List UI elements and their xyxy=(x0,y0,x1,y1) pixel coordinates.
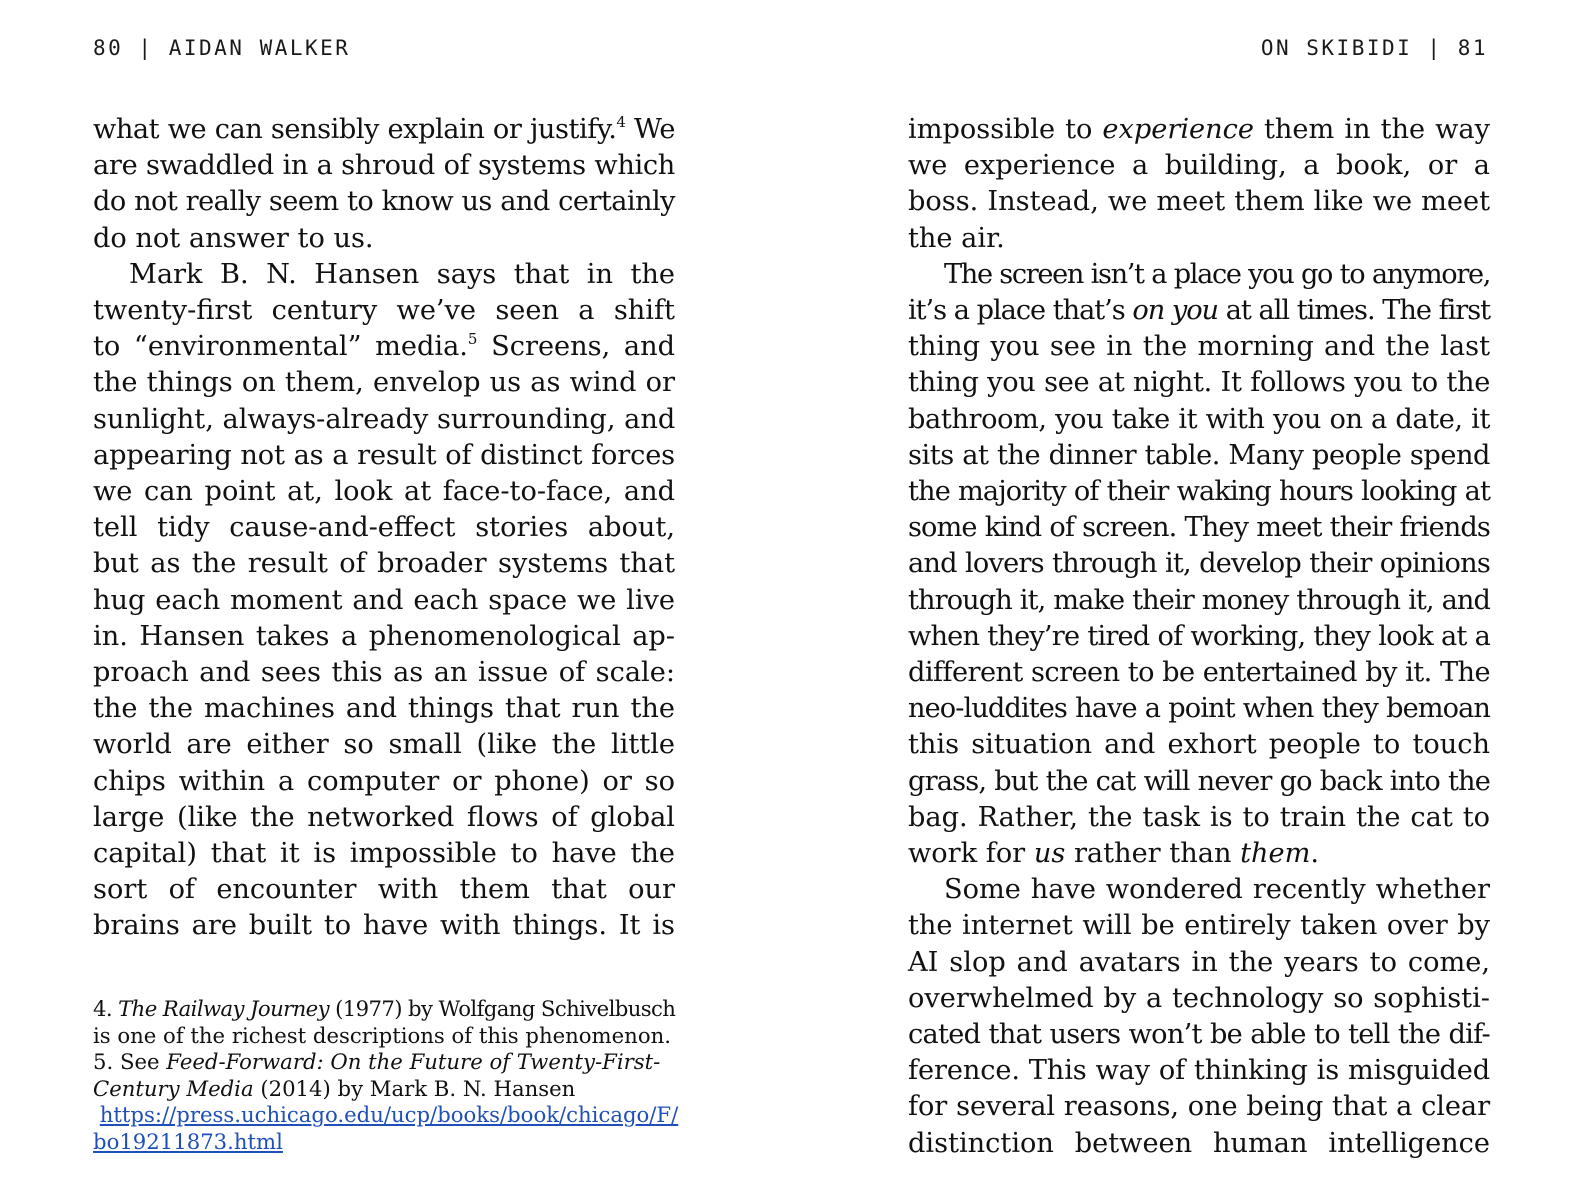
text-line xyxy=(908,836,1490,872)
text-line: some kind of screen. They meet their friends xyxy=(908,512,1490,544)
footnote-5-continued xyxy=(93,1076,678,1103)
text-line: large (like the networked flows of global xyxy=(93,801,675,833)
text-line: proach and sees this as an issue of scale: xyxy=(93,657,675,689)
footnote-4 xyxy=(93,996,678,1023)
text-line: in. Hansen takes a phenomenological ap- xyxy=(93,620,675,652)
text-run: them in the way xyxy=(1253,114,1490,145)
footnote-5-link[interactable]: https://press.uchicago.edu/ucp/books/book/chicago/F/ xyxy=(99,1102,679,1127)
text-line: bag. Rather, the task is to train the cat to xyxy=(908,801,1490,833)
footnote-number: 4. xyxy=(93,996,113,1021)
text-line: Mark B. N. Hansen says that in the xyxy=(129,258,675,290)
left-paragraph-1 xyxy=(93,112,675,257)
text-line: boss. Instead, we meet them like we meet xyxy=(908,186,1490,218)
text-line: different screen to be entertained by it. The xyxy=(908,657,1490,689)
text-line: neo-luddites have a point when they bemoan xyxy=(908,693,1490,725)
footnote-title: The Railway Journey xyxy=(118,996,329,1021)
text-line: chips within a computer or phone) or so xyxy=(93,765,675,797)
text-run: at all times. The first xyxy=(1218,295,1490,327)
text-line: are swaddled in a shroud of systems which xyxy=(93,150,675,182)
left-page-body xyxy=(93,112,675,945)
running-head-right: ON SKIBIDI | 81 xyxy=(1260,36,1488,60)
text-line: sits at the dinner table. Many people spend xyxy=(908,439,1490,471)
right-paragraph-2 xyxy=(908,257,1490,872)
text-run: to “environmental” media. xyxy=(93,331,468,363)
text-run: work for xyxy=(908,838,1034,870)
right-page-body xyxy=(908,112,1490,1162)
text-line: but as the result of broader systems that xyxy=(93,548,675,580)
text-line: thing you see in the morning and the last xyxy=(908,331,1490,363)
footnote-title: Feed-Forward: On the Future of Twenty-First- xyxy=(166,1049,661,1074)
text-run: (1977) by Wolfgang Schivelbusch xyxy=(328,996,676,1021)
running-head-left: 80 | AIDAN WALKER xyxy=(93,36,351,60)
footnote-title: Century Media xyxy=(93,1075,254,1101)
emphasis: us xyxy=(1033,838,1066,870)
text-run: (2014) by Mark B. N. Hansen xyxy=(253,1075,576,1101)
text-line: bathroom, you take it with you on a date, it xyxy=(908,403,1490,435)
text-run: what we can sensibly explain or justify. xyxy=(93,114,617,145)
text-line: and lovers through it, develop their opinions xyxy=(908,548,1490,580)
text-line: through it, make their money through it, and xyxy=(908,584,1490,616)
text-line: brains are built to have with things. It is xyxy=(93,910,675,942)
text-run: it’s a place that’s xyxy=(908,295,1133,327)
footnote-5 xyxy=(93,1049,678,1076)
text-line: twenty-first century we’ve seen a shift xyxy=(93,295,675,327)
left-paragraph-2 xyxy=(93,257,675,945)
emphasis: on you xyxy=(1132,295,1219,327)
text-line: hug each moment and each space we live xyxy=(93,584,675,616)
text-line: sort of encounter with them that our xyxy=(93,874,675,906)
text-line: AI slop and avatars in the years to come, xyxy=(908,946,1490,978)
text-line: the air. xyxy=(908,222,1005,254)
text-line: the things on them, envelop us as wind or xyxy=(93,367,675,399)
footnotes xyxy=(93,996,678,1155)
text-line: the the machines and things that run the xyxy=(93,693,675,725)
text-line: do not answer to us. xyxy=(93,222,374,254)
text-line: the internet will be entirely taken over by xyxy=(908,910,1490,942)
footnote-5-link-line xyxy=(93,1129,678,1156)
text-run: Screens, and xyxy=(477,331,675,363)
text-line: do not really seem to know us and certainly xyxy=(93,186,675,218)
text-line: sunlight, always-already surrounding, and xyxy=(93,403,676,435)
text-run: We xyxy=(625,114,675,145)
text-line: Some have wondered recently whether xyxy=(944,874,1490,906)
text-run: impossible to xyxy=(908,114,1103,145)
text-run: See xyxy=(113,1049,167,1074)
footnote-5-link-line xyxy=(93,1102,678,1129)
emphasis: experience xyxy=(1102,114,1254,145)
text-line: world are either so small (like the little xyxy=(93,729,675,761)
footnote-5-link[interactable]: bo19211873.html xyxy=(93,1128,283,1154)
text-line: when they’re tired of working, they look at a xyxy=(908,620,1490,652)
text-line: cated that users won’t be able to tell the dif- xyxy=(908,1019,1490,1051)
text-line: we can point at, look at face-to-face, and xyxy=(93,476,675,508)
text-line xyxy=(93,112,675,148)
text-line xyxy=(908,293,1490,329)
text-run: rather than xyxy=(1065,838,1241,870)
footnote-number: 5. xyxy=(93,1049,114,1074)
text-line: overwhelmed by a technology so sophisti- xyxy=(908,982,1490,1014)
text-line: the majority of their waking hours looking at xyxy=(908,476,1490,508)
text-run: . xyxy=(1310,838,1320,870)
text-line xyxy=(93,329,675,365)
text-line: appearing not as a result of distinct forces xyxy=(93,439,675,471)
footnote-ref-5[interactable]: 5 xyxy=(467,330,478,349)
footnote-ref-4[interactable]: 4 xyxy=(616,113,626,131)
text-line: distinction between human intelligence xyxy=(908,1127,1490,1159)
footnote-4-continued: is one of the richest descriptions of this phenomenon. xyxy=(93,1022,671,1048)
right-paragraph-3 xyxy=(908,872,1490,1162)
text-line: The screen isn’t a place you go to anymore, xyxy=(944,258,1490,290)
text-line: for several reasons, one being that a clear xyxy=(908,1091,1490,1123)
right-paragraph-1 xyxy=(908,112,1490,257)
text-line: we experience a building, a book, or a xyxy=(908,150,1490,182)
text-line: ference. This way of thinking is misguided xyxy=(908,1055,1490,1087)
emphasis: them xyxy=(1240,838,1311,870)
text-line: grass, but the cat will never go back into the xyxy=(908,765,1490,797)
text-line: tell tidy cause-and-effect stories about, xyxy=(93,512,675,544)
text-line: thing you see at night. It follows you to the xyxy=(908,367,1490,399)
text-line: this situation and exhort people to touch xyxy=(908,729,1490,761)
text-line xyxy=(908,112,1490,148)
text-line: capital) that it is impossible to have the xyxy=(93,838,675,870)
